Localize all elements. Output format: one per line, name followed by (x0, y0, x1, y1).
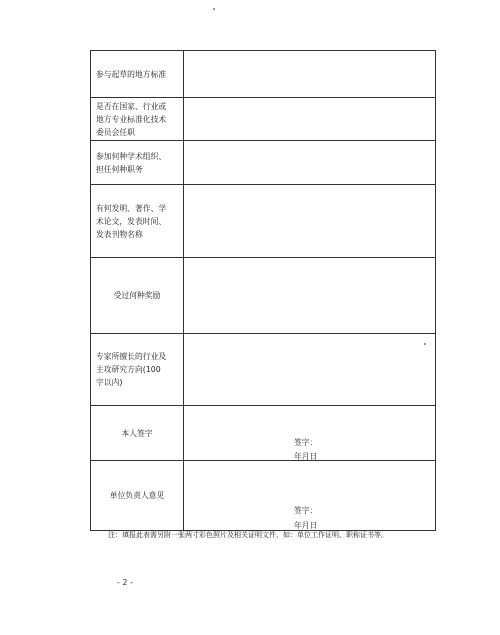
table-row (91, 141, 436, 185)
table-row (91, 185, 436, 258)
row-label: 专家所擅长的行业及 主攻研究方向(100 字以内) (96, 352, 167, 387)
row-label: 单位负责人意见 (109, 491, 165, 500)
row-label: 本人签字 (121, 428, 153, 438)
label-cell-committee-position (91, 98, 184, 141)
row-label: 是否在国家、行业或 地方专业标准化技术 委员会任职 (96, 101, 167, 137)
value-cell-publications[interactable] (184, 185, 436, 258)
table-row (91, 98, 436, 141)
row-label: 受过何种奖励 (113, 291, 161, 300)
label-cell-drafted-standards (91, 51, 184, 98)
expert-info-form-table (90, 50, 436, 531)
label-cell-academic-org (91, 141, 184, 185)
table-row (91, 258, 436, 334)
signature-label: 签字： (294, 438, 318, 447)
table-row (91, 461, 436, 531)
signature-label: 签字： (294, 506, 318, 515)
row-label: 参加何种学术组织、 担任何种职务 (96, 151, 167, 174)
label-cell-publications (91, 185, 184, 258)
page-number: - 2 - (117, 578, 133, 587)
row-label: 有何发明、著作、学 术论文，发表时间、 发表刊物名称 (96, 203, 167, 239)
label-cell-unit-opinion (91, 461, 184, 531)
label-cell-self-signature (91, 406, 184, 461)
table-row (91, 334, 436, 406)
label-cell-expertise (91, 334, 184, 406)
footnote: 注：填报此表需另附一张两寸彩色照片及相关证明文件，如：单位工作证明、职称证书等。 (108, 531, 388, 539)
value-cell-awards[interactable] (184, 258, 436, 334)
value-cell-academic-org[interactable] (184, 141, 436, 185)
value-cell-unit-opinion[interactable] (184, 461, 436, 531)
date-label: 年月日 (294, 452, 318, 461)
value-cell-drafted-standards[interactable] (184, 51, 436, 98)
value-cell-self-signature[interactable] (184, 406, 436, 461)
table-row (91, 51, 436, 98)
value-cell-expertise[interactable] (184, 334, 436, 406)
date-label: 年月日 (294, 521, 318, 530)
table-row (91, 406, 436, 461)
label-cell-awards (91, 258, 184, 334)
value-cell-committee-position[interactable] (184, 98, 436, 141)
scan-speck (213, 8, 215, 10)
row-label: 参与起草的地方标准 (96, 69, 167, 79)
